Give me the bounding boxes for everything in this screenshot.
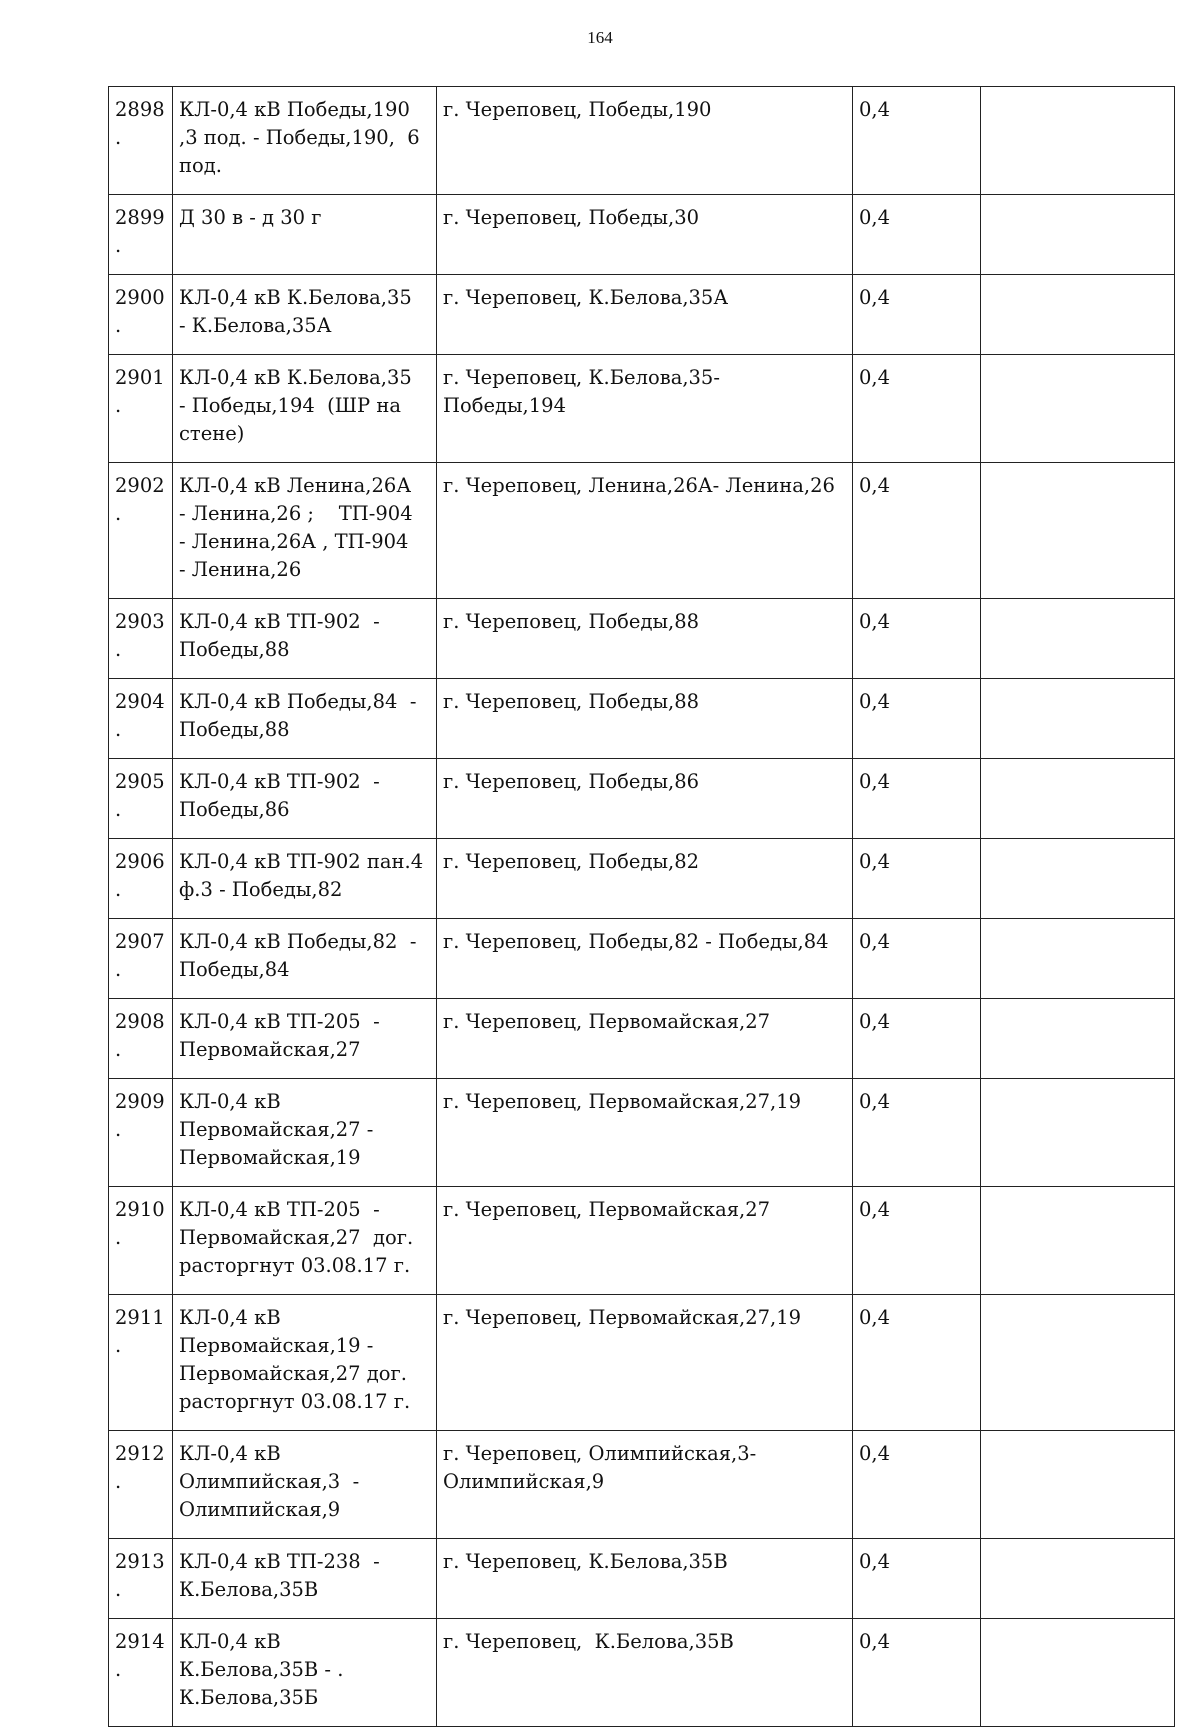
line-name-text: - К.Белова,35А <box>179 314 332 337</box>
line-name-text: расторгнут 03.08.17 г. <box>179 1254 411 1277</box>
line-name-cell <box>173 1539 437 1619</box>
empty-cell <box>981 1187 1175 1295</box>
line-name-cell <box>173 839 437 919</box>
line-name-text: Олимпийская,9 <box>179 1498 341 1521</box>
address-text: г. Череповец, Первомайская,27,19 <box>443 1090 802 1113</box>
line-name-text: Первомайская,27 дог. <box>179 1226 414 1249</box>
address-cell <box>437 195 853 275</box>
row-number-cell: 2903. <box>109 599 173 679</box>
line-name-text: ,3 под. - Победы,190, 6 <box>179 126 420 149</box>
voltage-cell: 0,4 <box>853 1539 981 1619</box>
address-text: г. Череповец, Победы,86 <box>443 770 700 793</box>
address-text: г. Череповец, К.Белова,35- <box>443 366 720 389</box>
address-cell <box>437 1539 853 1619</box>
line-name-text: КЛ-0,4 кВ <box>179 1630 281 1653</box>
table-row <box>109 1187 1175 1295</box>
address-text: г. Череповец, Первомайская,27,19 <box>443 1306 802 1329</box>
table-row <box>109 195 1175 275</box>
empty-cell <box>981 759 1175 839</box>
empty-cell <box>981 275 1175 355</box>
line-name-cell <box>173 999 437 1079</box>
line-name-text: Олимпийская,3 - <box>179 1470 360 1493</box>
empty-cell <box>981 839 1175 919</box>
line-name-cell <box>173 275 437 355</box>
empty-cell <box>981 1431 1175 1539</box>
table-row <box>109 599 1175 679</box>
table-row <box>109 87 1175 195</box>
table-row <box>109 839 1175 919</box>
voltage-cell: 0,4 <box>853 999 981 1079</box>
line-name-text: - Ленина,26А , ТП-904 <box>179 530 409 553</box>
line-name-text: КЛ-0,4 кВ Победы,84 - <box>179 690 417 713</box>
line-name-cell <box>173 759 437 839</box>
address-text: Олимпийская,9 <box>443 1470 605 1493</box>
line-name-cell <box>173 87 437 195</box>
line-name-text: ф.3 - Победы,82 <box>179 878 343 901</box>
line-name-text: КЛ-0,4 кВ ТП-205 - <box>179 1010 380 1033</box>
voltage-cell: 0,4 <box>853 1295 981 1431</box>
address-cell <box>437 1295 853 1431</box>
voltage-cell: 0,4 <box>853 1431 981 1539</box>
line-name-text: Победы,86 <box>179 798 290 821</box>
line-name-cell <box>173 1431 437 1539</box>
line-name-cell <box>173 599 437 679</box>
address-cell <box>437 275 853 355</box>
address-cell <box>437 759 853 839</box>
row-number-cell: 2902. <box>109 463 173 599</box>
address-cell <box>437 1187 853 1295</box>
address-text: г. Череповец, Победы,88 <box>443 690 700 713</box>
row-number-cell: 2911. <box>109 1295 173 1431</box>
page-number: 164 <box>587 28 613 47</box>
row-number-cell: 2898. <box>109 87 173 195</box>
row-number-cell: 2914. <box>109 1619 173 1727</box>
address-text: г. Череповец, Первомайская,27 <box>443 1198 771 1221</box>
address-text: г. Череповец, Ленина,26А- Ленина,26 <box>443 474 835 497</box>
row-number-cell: 2912. <box>109 1431 173 1539</box>
address-text: г. Череповец, К.Белова,35А <box>443 286 729 309</box>
empty-cell <box>981 355 1175 463</box>
line-name-text: под. <box>179 154 222 177</box>
table-row <box>109 919 1175 999</box>
voltage-cell: 0,4 <box>853 1187 981 1295</box>
voltage-cell: 0,4 <box>853 355 981 463</box>
table-row <box>109 1619 1175 1727</box>
voltage-cell: 0,4 <box>853 759 981 839</box>
table-row <box>109 275 1175 355</box>
line-name-text: стене) <box>179 422 245 445</box>
address-cell <box>437 87 853 195</box>
empty-cell <box>981 599 1175 679</box>
voltage-cell: 0,4 <box>853 195 981 275</box>
voltage-cell: 0,4 <box>853 679 981 759</box>
table-row <box>109 355 1175 463</box>
address-cell <box>437 1079 853 1187</box>
line-name-cell <box>173 195 437 275</box>
line-name-text: Первомайская,27 дог. <box>179 1362 407 1385</box>
line-name-cell <box>173 1295 437 1431</box>
line-name-cell <box>173 1079 437 1187</box>
line-name-text: Первомайская,19 <box>179 1146 361 1169</box>
line-name-text: КЛ-0,4 кВ ТП-902 - <box>179 610 380 633</box>
address-cell <box>437 463 853 599</box>
line-name-text: К.Белова,35Б <box>179 1686 319 1709</box>
line-name-text: - Ленина,26 <box>179 558 302 581</box>
voltage-cell: 0,4 <box>853 1079 981 1187</box>
row-number-cell: 2901. <box>109 355 173 463</box>
line-name-text: - Ленина,26 ; ТП-904 <box>179 502 413 525</box>
line-name-text: КЛ-0,4 кВ Победы,82 - <box>179 930 417 953</box>
line-name-cell <box>173 919 437 999</box>
address-cell <box>437 999 853 1079</box>
table-row <box>109 1539 1175 1619</box>
line-name-cell <box>173 463 437 599</box>
voltage-cell: 0,4 <box>853 275 981 355</box>
address-text: г. Череповец, К.Белова,35В <box>443 1630 734 1653</box>
table-row <box>109 999 1175 1079</box>
line-name-text: КЛ-0,4 кВ <box>179 1442 281 1465</box>
address-cell <box>437 1431 853 1539</box>
address-cell <box>437 679 853 759</box>
address-text: Победы,194 <box>443 394 566 417</box>
row-number-cell: 2899. <box>109 195 173 275</box>
line-name-text: Первомайская,19 - <box>179 1334 374 1357</box>
table-row <box>109 463 1175 599</box>
empty-cell <box>981 87 1175 195</box>
address-text: г. Череповец, Победы,88 <box>443 610 700 633</box>
table-row <box>109 759 1175 839</box>
line-name-text: Д 30 в - д 30 г <box>179 206 322 229</box>
address-text: г. Череповец, Победы,190 <box>443 98 712 121</box>
address-cell <box>437 1619 853 1727</box>
line-name-cell <box>173 679 437 759</box>
empty-cell <box>981 679 1175 759</box>
voltage-cell: 0,4 <box>853 1619 981 1727</box>
line-name-text: КЛ-0,4 кВ К.Белова,35 <box>179 286 412 309</box>
row-number-cell: 2909. <box>109 1079 173 1187</box>
address-text: г. Череповец, Первомайская,27 <box>443 1010 771 1033</box>
line-name-text: Победы,88 <box>179 638 290 661</box>
address-text: г. Череповец, Победы,30 <box>443 206 700 229</box>
line-name-cell <box>173 1187 437 1295</box>
address-cell <box>437 599 853 679</box>
line-name-text: КЛ-0,4 кВ ТП-205 - <box>179 1198 380 1221</box>
cable-line-registry-table <box>108 86 1175 1727</box>
row-number-cell: 2905. <box>109 759 173 839</box>
line-name-text: Первомайская,27 - <box>179 1118 374 1141</box>
address-cell <box>437 919 853 999</box>
line-name-text: К.Белова,35В - . <box>179 1658 344 1681</box>
row-number-cell: 2906. <box>109 839 173 919</box>
row-number-cell: 2900. <box>109 275 173 355</box>
voltage-cell: 0,4 <box>853 599 981 679</box>
empty-cell <box>981 195 1175 275</box>
voltage-cell: 0,4 <box>853 463 981 599</box>
address-text: г. Череповец, Победы,82 <box>443 850 700 873</box>
row-number-cell: 2908. <box>109 999 173 1079</box>
line-name-text: Первомайская,27 <box>179 1038 361 1061</box>
address-cell <box>437 355 853 463</box>
empty-cell <box>981 1539 1175 1619</box>
empty-cell <box>981 1295 1175 1431</box>
row-number-cell: 2910. <box>109 1187 173 1295</box>
address-cell <box>437 839 853 919</box>
empty-cell <box>981 999 1175 1079</box>
empty-cell <box>981 919 1175 999</box>
line-name-text: Победы,84 <box>179 958 290 981</box>
line-name-text: КЛ-0,4 кВ ТП-902 пан.4 <box>179 850 424 873</box>
empty-cell <box>981 1619 1175 1727</box>
empty-cell <box>981 463 1175 599</box>
line-name-text: Победы,88 <box>179 718 290 741</box>
address-text: г. Череповец, К.Белова,35В <box>443 1550 728 1573</box>
voltage-cell: 0,4 <box>853 919 981 999</box>
table-row <box>109 1431 1175 1539</box>
table-row <box>109 1079 1175 1187</box>
line-name-text: К.Белова,35В <box>179 1578 319 1601</box>
line-name-text: КЛ-0,4 кВ Победы,190 <box>179 98 410 121</box>
row-number-cell: 2907. <box>109 919 173 999</box>
table-body <box>109 87 1175 1727</box>
line-name-text: - Победы,194 (ШР на <box>179 394 401 417</box>
line-name-text: КЛ-0,4 кВ <box>179 1306 281 1329</box>
voltage-cell: 0,4 <box>853 839 981 919</box>
table-row <box>109 1295 1175 1431</box>
address-text: г. Череповец, Победы,82 - Победы,84 <box>443 930 829 953</box>
line-name-text: КЛ-0,4 кВ Ленина,26А <box>179 474 412 497</box>
empty-cell <box>981 1079 1175 1187</box>
line-name-text: КЛ-0,4 кВ ТП-238 - <box>179 1550 380 1573</box>
voltage-cell: 0,4 <box>853 87 981 195</box>
line-name-cell <box>173 1619 437 1727</box>
line-name-text: КЛ-0,4 кВ К.Белова,35 <box>179 366 412 389</box>
table-row <box>109 679 1175 759</box>
line-name-cell <box>173 355 437 463</box>
line-name-text: расторгнут 03.08.17 г. <box>179 1390 411 1413</box>
line-name-text: КЛ-0,4 кВ ТП-902 - <box>179 770 380 793</box>
address-text: г. Череповец, Олимпийская,3- <box>443 1442 757 1465</box>
row-number-cell: 2913. <box>109 1539 173 1619</box>
line-name-text: КЛ-0,4 кВ <box>179 1090 281 1113</box>
row-number-cell: 2904. <box>109 679 173 759</box>
